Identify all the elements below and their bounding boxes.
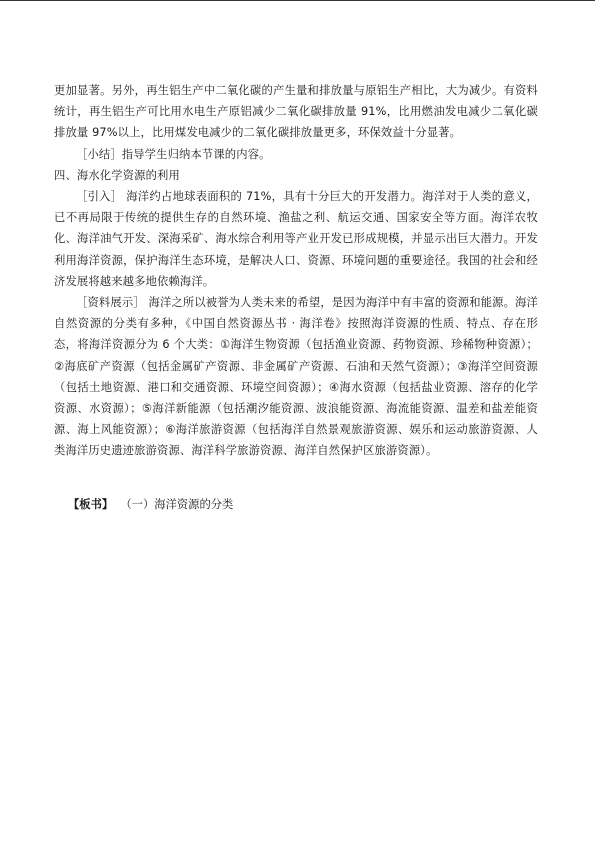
header-rule <box>0 0 595 1</box>
paragraph-introduction: ［引入］ 海洋约占地球表面积的 71%，具有十分巨大的开发潜力。海洋对于人类的意义，已不再局限于传统的提供生存的自然环境、渔盐之利、航运交通、国家安全等方面。海洋农牧化、海洋油气开发、深海采矿、海水综合利用等产业开发已形成规模，并显示出巨大潜力。开发利用海洋资源，保护海洋生态环境，是解决人口、资源、环境问题的重要途径。我国的社会和经济发展将越来越多地依赖海洋。 <box>54 190 538 288</box>
blackboard-content: （一）海洋资源的分类 <box>113 498 234 511</box>
body-text <box>54 80 538 462</box>
paragraph-recycled-aluminum: 更加显著。另外，再生铝生产中二氧化碳的产生量和排放量与原铝生产相比，大为减少。有资料统计，再生铝生产可比用水电生产原铝减少二氧化碳排放量 91%，比用燃油发电减少二氧化碳排放量 97%以上，比用煤发电减少的二氧化碳排放量更多，环保效益十分显著。 <box>54 84 538 140</box>
section-heading: 四、海水化学资源的利用 <box>54 168 180 182</box>
paragraph-materials: ［资料展示］ 海洋之所以被誉为人类未来的希望，是因为海洋中有丰富的资源和能源。海洋自然资源的分类有多种，《中国自然资源丛书 · 海洋卷》按照海洋资源的性质、特点、存在形态，将海洋资源分为 6 个大类：①海洋生物资源（包括渔业资源、药物资源、珍稀物种资源）；②海底矿产资源（包括金属矿产资源、非金属矿产资源、石油和天然气资源）；③海洋空间资源（包括土地资源、港口和交通资源、环境空间资源）；④海水资源（包括盐业资源、溶存的化学资源、水资源）；⑤海洋新能源（包括潮汐能资源、波浪能资源、海流能资源、温差和盐差能资源、海上风能资源）；⑥海洋旅游资源（包括海洋自然景观旅游资源、娱乐和运动旅游资源、人类海洋历史遗迹旅游资源、海洋科学旅游资源、海洋自然保护区旅游资源）。 <box>54 296 538 458</box>
blackboard-note <box>68 496 233 514</box>
paragraph-summary: ［小结］指导学生归纳本节课的内容。 <box>76 147 271 161</box>
blackboard-label: 【板书】 <box>68 498 114 511</box>
